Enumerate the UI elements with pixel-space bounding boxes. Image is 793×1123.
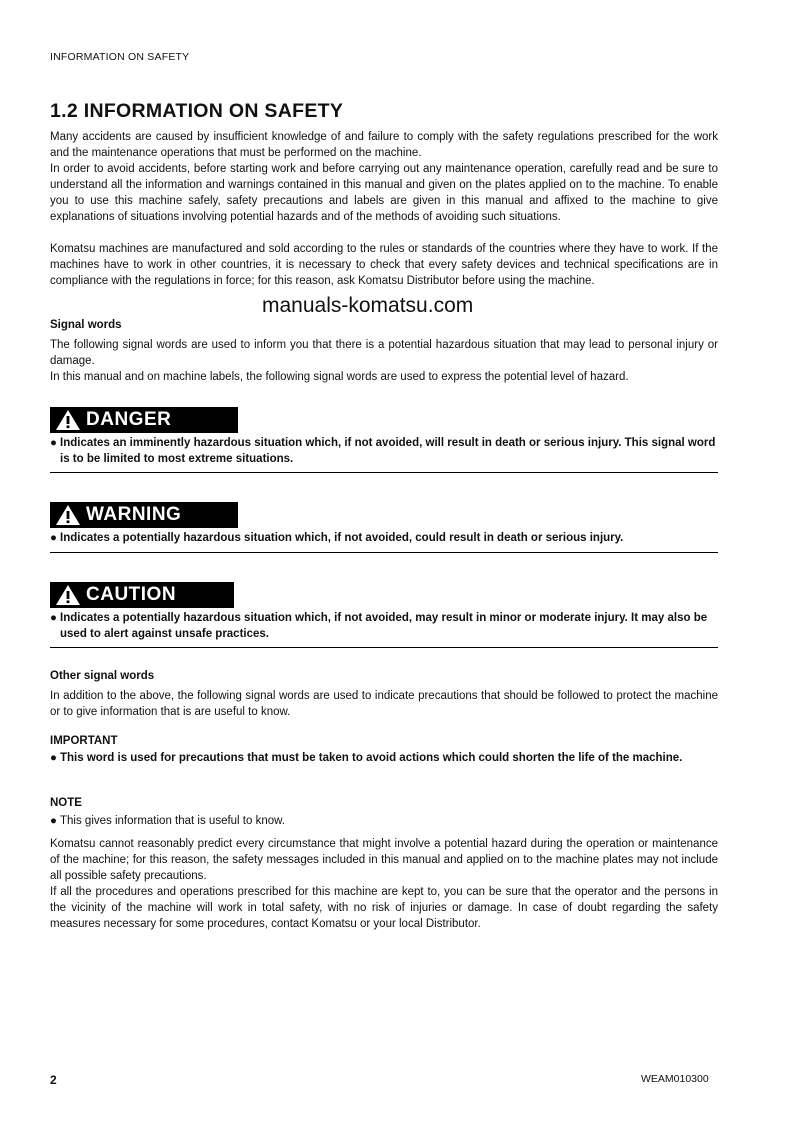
bullet: ● — [50, 532, 57, 544]
danger-divider — [50, 472, 718, 473]
other-signal-words-paragraph: In addition to the above, the following signal words are used to indicate precautions that should be followed to protect the machine or to give information that is are useful to know. — [50, 690, 718, 718]
signal-words-heading: Signal words — [50, 319, 122, 331]
warning-divider — [50, 552, 718, 553]
important-text: This word is used for precautions that must be taken to avoid actions which could shorten the life of the machine. — [60, 752, 683, 764]
note-description — [50, 813, 718, 829]
closing-paragraph-1: Komatsu cannot reasonably predict every circumstance that might involve a potential hazard during the operation or maintenance of the machine; for this reason, the safety messages included in this manual and applied on to the machine plates may not include all possible safety precautions. — [50, 838, 718, 882]
danger-description — [50, 435, 718, 467]
bullet: ● — [50, 815, 57, 827]
running-header: INFORMATION ON SAFETY — [50, 51, 190, 63]
intro-paragraph-1: Many accidents are caused by insufficient knowledge of and failure to comply with the safety regulations prescribed for the work and the maintenance operations that must be performed on the machine. — [50, 131, 718, 159]
warning-label-box — [50, 502, 238, 528]
warning-triangle-icon — [50, 407, 86, 433]
caution-text: Indicates a potentially hazardous situation which, if not avoided, may result in minor or moderate injury. It may also be used to alert against unsafe practices. — [60, 612, 708, 640]
danger-label-box — [50, 407, 238, 433]
page-number: 2 — [50, 1073, 57, 1087]
section-title: 1.2 INFORMATION ON SAFETY — [50, 100, 344, 122]
watermark-text: manuals-komatsu.com — [262, 294, 474, 317]
important-description — [50, 750, 718, 766]
warning-triangle-icon — [50, 502, 86, 528]
signal-words-paragraph-1: The following signal words are used to inform you that there is a potential hazardous situation that may lead to personal injury or damage. — [50, 339, 718, 367]
bullet: ● — [50, 437, 57, 449]
document-code: WEAM010300 — [641, 1073, 709, 1085]
note-heading: NOTE — [50, 797, 82, 809]
signal-words-paragraph-2: In this manual and on machine labels, the following signal words are used to express the potential level of hazard. — [50, 371, 629, 383]
warning-description — [50, 530, 718, 546]
caution-label: CAUTION — [86, 584, 177, 605]
warning-label: WARNING — [86, 504, 182, 525]
bullet: ● — [50, 752, 57, 764]
intro-paragraph-2: In order to avoid accidents, before starting work and before carrying out any maintenance operation, carefully read and be sure to understand all the information and warnings contained in this manual and given on the plates applied on to the machine. To enable you to use this machine safely, safety precautions and labels are given in this manual and affixed to the machine to give explanations of situations involving potential hazards and of the methods of avoiding such situations. — [50, 163, 718, 223]
caution-description — [50, 610, 718, 642]
danger-label: DANGER — [86, 409, 172, 430]
warning-triangle-icon — [50, 582, 86, 608]
danger-text: Indicates an imminently hazardous situation which, if not avoided, will result in death or serious injury. This signal word is to be limited to most extreme situations. — [60, 437, 716, 465]
note-text: This gives information that is useful to know. — [60, 815, 285, 827]
bullet: ● — [50, 612, 57, 624]
caution-label-box — [50, 582, 234, 608]
caution-divider — [50, 647, 718, 648]
other-signal-words-heading: Other signal words — [50, 670, 155, 682]
closing-paragraph-2: If all the procedures and operations prescribed for this machine are kept to, you can be sure that the operator and the persons in the vicinity of the machine will work in total safety, with no risk of injuries or damage. In case of doubt regarding the safety measures necessary for some procedures, contact Komatsu or your local Distributor. — [50, 886, 718, 930]
important-heading: IMPORTANT — [50, 735, 118, 747]
intro-paragraph-3: Komatsu machines are manufactured and sold according to the rules or standards of the countries where they have to work. If the machines have to work in other countries, it is necessary to check that every safety devices and technical specifications are in compliance with the regulations in force; for this reason, ask Komatsu Distributor before using the machine. — [50, 243, 718, 287]
warning-text: Indicates a potentially hazardous situation which, if not avoided, could result in death or serious injury. — [60, 532, 624, 544]
